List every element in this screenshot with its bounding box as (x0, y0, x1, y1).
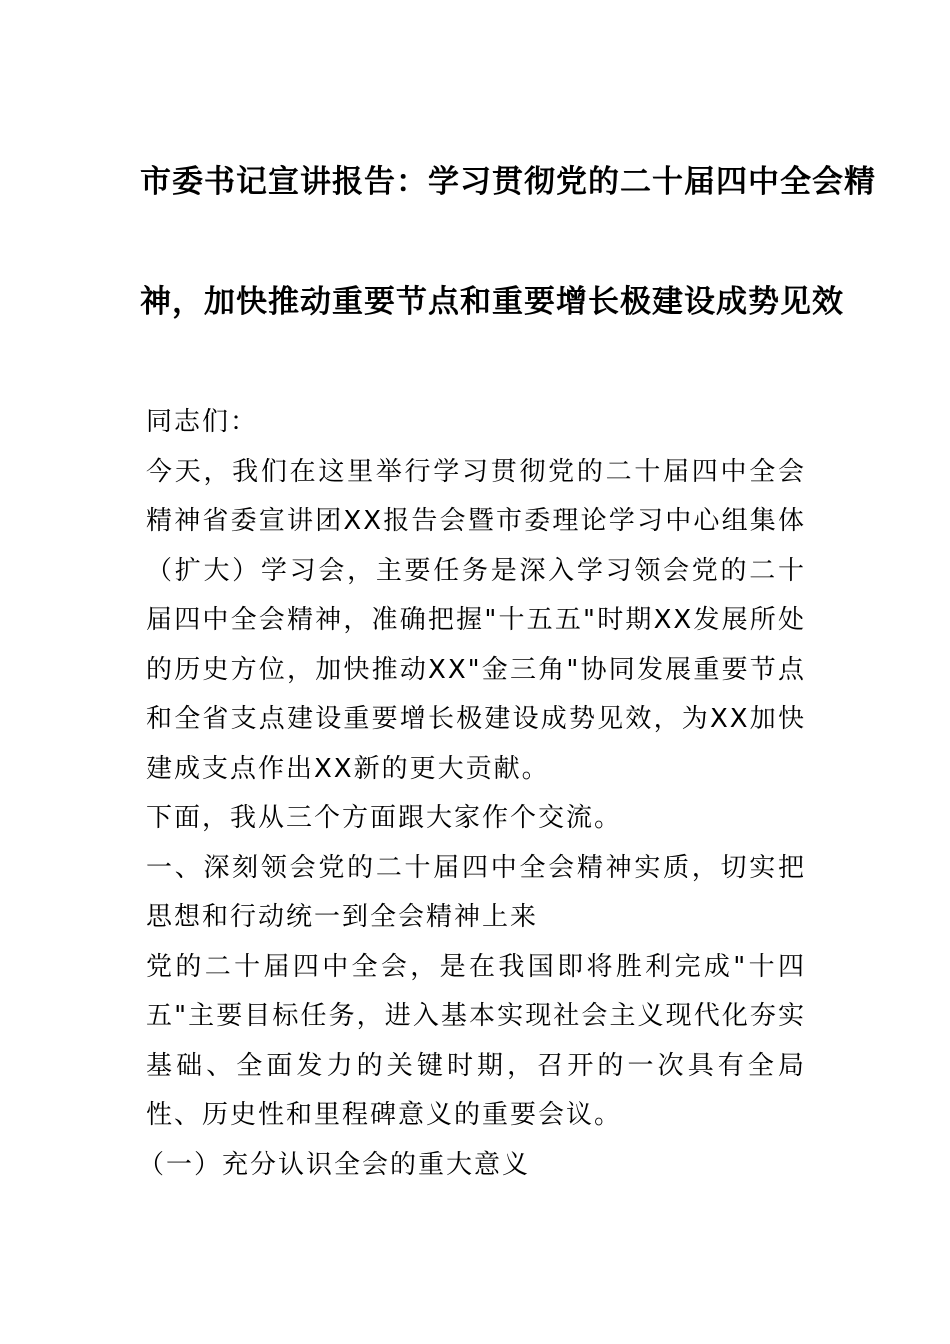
document-title-line-2: 神，加快推动重要节点和重要增长极建设成势见效 (140, 284, 844, 320)
paragraph-opening: 今天，我们在这里举行学习贯彻党的二十届四中全会精神省委宣讲团XX报告会暨市委理论学习中心组集体（扩大）学习会，主要任务是深入学习领会党的二十届四中全会精神，准确把握"十五五"时期XX发展所处的历史方位，加快推动XX"金三角"协同发展重要节点和全省支点建设重要增长极建设成势见效，为XX加快建成支点作出XX新的更大贡献。 (146, 456, 806, 784)
paragraph-plenum-description: 党的二十届四中全会，是在我国即将胜利完成"十四五"主要目标任务，进入基本实现社会主义现代化夯实基础、全面发力的关键时期，召开的一次具有全局性、历史性和里程碑意义的重要会议。 (146, 951, 806, 1130)
subsection-heading-1: （一）充分认识全会的重大意义 (138, 1149, 531, 1180)
paragraph-outline: 下面，我从三个方面跟大家作个交流。 (146, 803, 623, 833)
salutation: 同志们： (146, 407, 259, 437)
document-body (138, 398, 806, 1190)
section-heading-1: 一、深刻领会党的二十届四中全会精神实质，切实把思想和行动统一到全会精神上来 (146, 852, 806, 932)
document-title-line-1: 市委书记宣讲报告：学习贯彻党的二十届四中全会精 (140, 164, 876, 200)
